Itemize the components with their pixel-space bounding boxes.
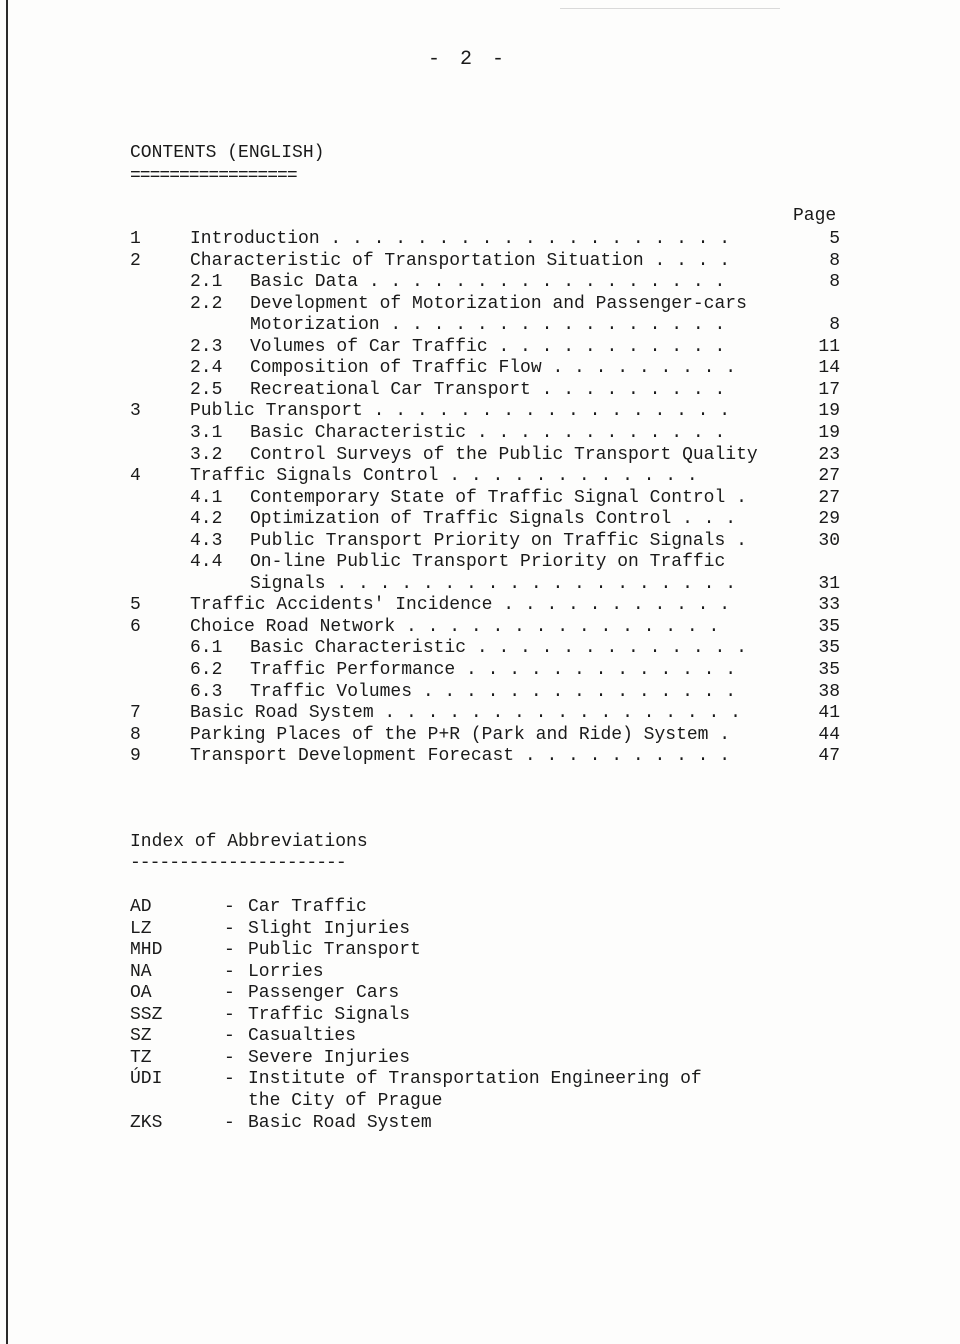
toc-entry-title: Control Surveys of the Public Transport Quality [250,444,758,465]
toc-entry-title: Basic Characteristic . . . . . . . . . . . . [250,422,726,443]
toc-section-number: 2.5 [190,379,223,400]
toc-row [0,746,960,768]
toc-page-number: 8 [829,250,840,271]
abbreviation-code: MHD [130,940,163,961]
toc-page-number: 47 [818,746,840,767]
toc-section-number: 4.4 [190,552,223,573]
toc-row [0,337,960,359]
toc-chapter-number: 7 [130,703,141,724]
abbreviation-row [0,897,960,919]
toc-entry-title: Signals . . . . . . . . . . . . . . . . . . . [250,573,737,594]
toc-chapter-number: 9 [130,746,141,767]
toc-chapter-number: 3 [130,401,141,422]
toc-row [0,509,960,531]
toc-entry-title: Basic Characteristic . . . . . . . . . . . . . [250,638,747,659]
toc-page-number: 29 [818,509,840,530]
abbreviation-dash: - [224,983,235,1004]
abbreviation-row [0,919,960,941]
toc-row [0,531,960,553]
toc-entry-title: Traffic Accidents' Incidence . . . . . . . . . . . [190,595,731,616]
abbreviation-dash: - [224,1069,235,1090]
toc-page-number: 8 [829,272,840,293]
abbreviation-dash: - [224,1004,235,1025]
abbreviation-dash: - [224,918,235,939]
toc-chapter-number: 2 [130,250,141,271]
toc-chapter-number: 6 [130,616,141,637]
abbreviation-dash: - [224,897,235,917]
toc-chapter-number: 4 [130,466,141,487]
contents-underline: ================= [130,166,297,186]
toc-chapter-number: 5 [130,595,141,616]
toc-row [0,725,960,747]
toc-entry-title: Characteristic of Transportation Situation . . . . [190,250,731,271]
toc-entry-title: Traffic Signals Control . . . . . . . . . . . . [190,466,698,487]
toc-row [0,315,960,337]
toc-page-number: 33 [818,595,840,616]
toc-page-number: 23 [818,444,840,465]
abbreviation-definition: Lorries [248,961,324,982]
toc-entry-title: Public Transport Priority on Traffic Signals . [250,530,747,551]
toc-section-number: 6.1 [190,638,223,659]
page-number: - 2 - [428,48,509,71]
abbreviation-definition: Traffic Signals [248,1004,411,1025]
toc-row [0,272,960,294]
toc-section-number: 3.1 [190,422,223,443]
toc-section-number: 4.2 [190,509,223,530]
toc-entry-title: Parking Places of the P+R (Park and Ride) System . [190,724,731,745]
toc-section-number: 6.3 [190,681,223,702]
toc-entry-title: Public Transport . . . . . . . . . . . . . . . . . [190,401,731,422]
abbreviation-dash: - [224,1112,235,1133]
abbreviation-definition: Casualties [248,1026,357,1047]
abbreviation-code: AD [130,897,152,917]
toc-row [0,638,960,660]
toc-entry-title: Introduction . . . . . . . . . . . . . . . . . . . [190,229,731,249]
toc-row [0,682,960,704]
toc-row [0,358,960,380]
toc-page-number: 35 [818,638,840,659]
abbreviation-row [0,962,960,984]
toc-page-number: 11 [818,336,840,357]
abbreviation-row [0,1113,960,1135]
abbreviation-definition: the City of Prague [248,1090,443,1111]
toc-row [0,401,960,423]
toc-chapter-number: 1 [130,229,141,249]
scan-edge-top [560,8,780,9]
toc-page-number: 41 [818,703,840,724]
toc-entry-title: Traffic Performance . . . . . . . . . . . . . [250,660,737,680]
abbreviation-code: NA [130,961,152,982]
toc-entry-title: On-line Public Transport Priority on Traffic [250,552,726,573]
abbreviations-heading: Index of Abbreviations [130,832,368,852]
toc-page-number: 38 [818,681,840,702]
abbreviation-definition: Basic Road System [248,1112,432,1133]
toc-page-number: 35 [818,660,840,680]
page-column-header: Page [793,206,837,226]
abbreviation-definition: Slight Injuries [248,918,411,939]
abbreviation-definition: Passenger Cars [248,983,400,1004]
abbreviation-definition: Severe Injuries [248,1047,411,1068]
toc-row [0,466,960,488]
toc-entry-title: Basic Road System . . . . . . . . . . . . . . . . . [190,703,741,724]
toc-entry-title: Choice Road Network . . . . . . . . . . . . . . . [190,616,720,637]
abbreviation-code: SSZ [130,1004,163,1025]
abbreviation-row [0,1026,960,1048]
abbreviation-row [0,983,960,1005]
toc-page-number: 5 [829,229,840,249]
abbreviation-dash: - [224,1026,235,1047]
toc-entry-title: Basic Data . . . . . . . . . . . . . . . . . [250,272,726,293]
toc-entry-title: Development of Motorization and Passenger-cars [250,293,747,314]
toc-entry-title: Transport Development Forecast . . . . . . . . . . [190,746,731,767]
toc-row [0,380,960,402]
toc-row [0,423,960,445]
toc-page-number: 30 [818,530,840,551]
abbreviation-row [0,1091,960,1113]
abbreviation-row [0,940,960,962]
abbreviation-dash: - [224,940,235,961]
toc-row [0,294,960,316]
toc-page-number: 31 [818,573,840,594]
toc-page-number: 14 [818,358,840,379]
toc-section-number: 4.3 [190,530,223,551]
toc-row [0,229,960,251]
toc-page-number: 35 [818,616,840,637]
abbreviation-definition: Public Transport [248,940,421,961]
toc-page-number: 44 [818,724,840,745]
abbreviation-row [0,1048,960,1070]
toc-page-number: 19 [818,422,840,443]
toc-row [0,595,960,617]
toc-entry-title: Traffic Volumes . . . . . . . . . . . . . . . [250,681,737,702]
toc-row [0,703,960,725]
toc-page-number: 27 [818,487,840,508]
toc-page-number: 19 [818,401,840,422]
toc-entry-title: Optimization of Traffic Signals Control . . . [250,509,737,530]
toc-page-number: 27 [818,466,840,487]
abbreviation-row [0,1069,960,1091]
toc-section-number: 2.4 [190,358,223,379]
toc-entry-title: Volumes of Car Traffic . . . . . . . . . . . [250,336,726,357]
abbreviation-code: SZ [130,1026,152,1047]
toc-row [0,617,960,639]
toc-row [0,445,960,467]
toc-row [0,251,960,273]
toc-entry-title: Contemporary State of Traffic Signal Control . [250,487,747,508]
abbreviation-code: ZKS [130,1112,163,1133]
toc-page-number: 8 [829,315,840,336]
abbreviation-dash: - [224,961,235,982]
toc-row [0,574,960,596]
toc-entry-title: Recreational Car Transport . . . . . . . . . [250,379,726,400]
abbreviation-code: ÚDI [130,1069,163,1090]
abbreviation-dash: - [224,1047,235,1068]
abbreviation-definition: Institute of Transportation Engineering of [248,1069,702,1090]
abbreviation-definition: Car Traffic [248,897,367,917]
toc-row [0,660,960,682]
toc-entry-title: Composition of Traffic Flow . . . . . . . . . [250,358,737,379]
abbreviations-underline: ---------------------- [130,853,346,873]
toc-row [0,488,960,510]
toc-entry-title: Motorization . . . . . . . . . . . . . . . . [250,315,726,336]
toc-section-number: 3.2 [190,444,223,465]
toc-page-number: 17 [818,379,840,400]
abbreviation-row [0,1005,960,1027]
abbreviation-code: OA [130,983,152,1004]
toc-section-number: 6.2 [190,660,223,680]
toc-section-number: 4.1 [190,487,223,508]
abbreviation-code: LZ [130,918,152,939]
toc-section-number: 2.1 [190,272,223,293]
toc-section-number: 2.2 [190,293,223,314]
toc-section-number: 2.3 [190,336,223,357]
contents-heading: CONTENTS (ENGLISH) [130,143,325,163]
abbreviation-code: TZ [130,1047,152,1068]
toc-chapter-number: 8 [130,724,141,745]
toc-row [0,552,960,574]
